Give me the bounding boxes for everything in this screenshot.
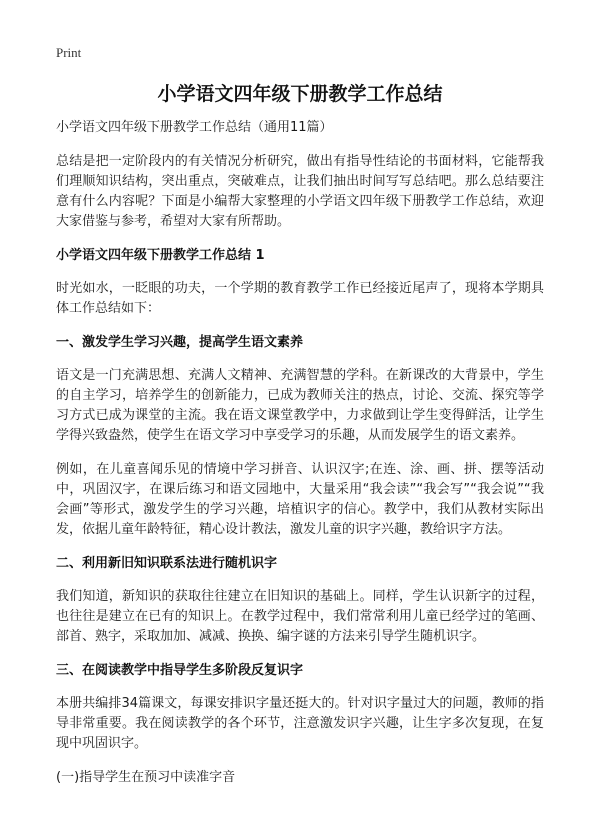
document-subtitle: 小学语文四年级下册教学工作总结（通用11篇） (56, 120, 333, 135)
document-title: 小学语文四年级下册教学工作总结 (157, 83, 443, 105)
section-title: 小学语文四年级下册教学工作总结 1 (56, 248, 265, 263)
paragraph-example: 例如，在儿童喜闻乐见的情境中学习拼音、认识汉字;在连、涂、画、拼、摆等活动中，巩固汉字，在课后练习和语文园地中，大量采用“我会读”“我会写”“我会说”“我会画”等形式，激发学生的学习兴趣，培植识字的信心。教学中，我们从教材实际出发，依据儿童年龄特征，精心设计教法，激发儿童的识字兴趣，教给识字方法。 (56, 462, 544, 537)
paragraph-literacy: 语文是一门充满思想、充满人文精神、充满智慧的学科。在新课改的大背景中，学生的自主学习，培养学生的创新能力，已成为教师关注的热点，讨论、交流、探究等学习方式已成为课堂的主流。我在语文课堂教学中，力求做到让学生变得鲜活，让学生学得兴致盎然，使学生在语文学习中享受学习的乐趣，从而发展学生的语文素养。 (56, 368, 544, 443)
section-intro-paragraph: 时光如水，一眨眼的功夫，一个学期的教育教学工作已经接近尾声了，现将本学期具体工作总结如下： (56, 281, 544, 316)
paragraph-knowledge: 我们知道，新知识的获取往往建立在旧知识的基础上。同样，学生认识新字的过程，也往往是建立在已有的知识上。在教学过程中，我们常常利用儿童已经学过的笔画、部首、熟字，采取加加、减减、换换、编字谜的方法来引导学生随机识字。 (56, 589, 544, 644)
heading-knowledge-link: 二、利用新旧知识联系法进行随机识字 (56, 556, 278, 571)
heading-reading: 三、在阅读教学中指导学生多阶段反复识字 (56, 663, 304, 678)
paragraph-reading: 本册共编排34篇课文，每课安排识字量还挺大的。针对识字量过大的问题，教师的指导非常重要。我在阅读教学的各个环节，注意激发识字兴趣，让生字多次复现，在复现中巩固识字。 (56, 696, 544, 751)
print-link[interactable]: Print (56, 45, 82, 60)
subheading-preview: (一)指导学生在预习中读准字音 (56, 770, 236, 785)
heading-interest: 一、激发学生学习兴趣，提高学生语文素养 (56, 335, 304, 350)
intro-paragraph: 总结是把一定阶段内的有关情况分析研究，做出有指导性结论的书面材料，它能帮我们理顺知识结构，突出重点，突破难点，让我们抽出时间写写总结吧。那么总结要注意有什么内容呢？下面是小编帮大家整理的小学语文四年级下册教学工作总结，欢迎大家借鉴与参考，希望对大家有所帮助。 (56, 154, 544, 229)
